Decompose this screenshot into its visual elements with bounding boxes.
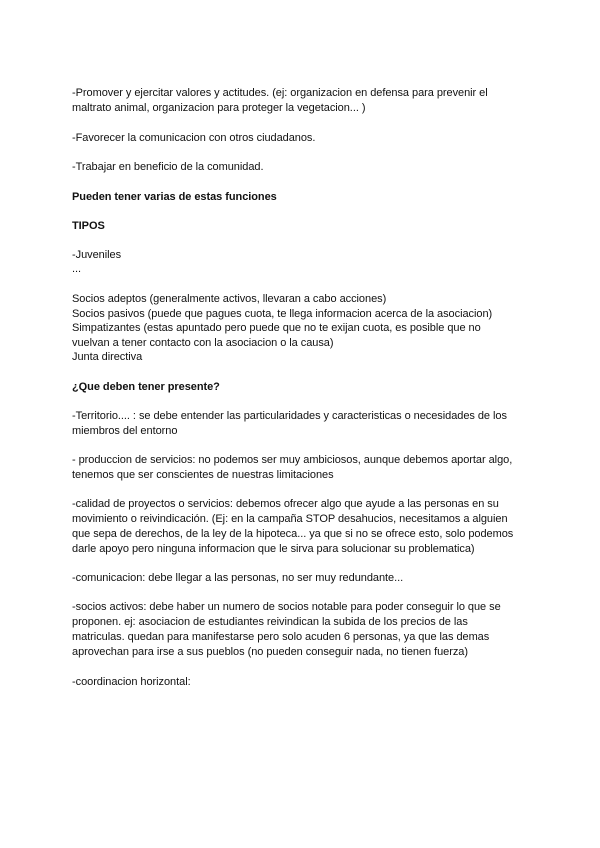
presente-calidad-line3: que sepa de derechos, de la ley de la hipoteca... ya que si no se ofrece esto, solo podemos — [72, 528, 514, 540]
presente-calidad-line4: darle apoyo pero ninguna informacion que le sirva para solucionar su problematica) — [72, 543, 475, 555]
presente-produccion-line1: - produccion de servicios: no podemos ser muy ambiciosos, aunque debemos aportar algo, — [72, 454, 513, 466]
presente-territorio-line1: -Territorio.... : se debe entender las particularidades y caracteristicas o necesidades de los — [72, 410, 507, 422]
presente-comunicacion: -comunicacion: debe llegar a las personas, no ser muy redundante... — [72, 572, 404, 584]
presente-produccion-line2: tenemos que ser conscientes de nuestras limitaciones — [72, 469, 334, 481]
presente-socios-line3: matriculas. quedan para manifestarse pero solo acuden 6 personas, ya que las demas — [72, 631, 490, 643]
intro-item-values-line2: maltrato animal, organizacion para proteger la vegetacion... ) — [72, 102, 366, 114]
tipos-ellipsis: ... — [72, 263, 82, 275]
presente-socios-line4: aprovechan para irse a sus pueblos (no pueden conseguir nada, no tienen fuerza) — [72, 646, 468, 658]
presente-territorio-line2: miembros del entorno — [72, 425, 178, 437]
intro-item-community: -Trabajar en beneficio de la comunidad. — [72, 161, 264, 173]
intro-item-values-line1: -Promover y ejercitar valores y actitudes. (ej: organizacion en defensa para prevenir el — [72, 87, 488, 99]
presente-calidad-line1: -calidad de proyectos o servicios: debemos ofrecer algo que ayude a las personas en su — [72, 498, 499, 510]
tipos-socios-pasivos: Socios pasivos (puede que pagues cuota, te llega informacion acerca de la asociacion) — [72, 308, 493, 320]
tipos-juveniles: -Juveniles — [72, 249, 122, 261]
presente-socios-line1: -socios activos: debe haber un numero de socios notable para poder conseguir lo que se — [72, 601, 501, 613]
presente-calidad-line2: movimiento o reivindicación. (Ej: en la campaña STOP desahucios, necesitamos a alguien — [72, 513, 508, 525]
functions-heading: Pueden tener varias de estas funciones — [72, 191, 277, 203]
tipos-junta-directiva: Junta directiva — [72, 351, 143, 363]
tipos-simpatizantes-line1: Simpatizantes (estas apuntado pero puede que no te exijan cuota, es posible que no — [72, 322, 481, 334]
presente-coordinacion: -coordinacion horizontal: — [72, 676, 191, 688]
presente-heading: ¿Que deben tener presente? — [72, 381, 220, 393]
tipos-simpatizantes-line2: vuelvan a tener contacto con la asociacion o la causa) — [72, 337, 334, 349]
tipos-heading: TIPOS — [72, 220, 105, 232]
tipos-socios-adeptos: Socios adeptos (generalmente activos, llevaran a cabo acciones) — [72, 293, 387, 305]
intro-item-communication: -Favorecer la comunicacion con otros ciudadanos. — [72, 132, 316, 144]
presente-socios-line2: proponen. ej: asociacion de estudiantes reivindican la subida de los precios de las — [72, 616, 468, 628]
